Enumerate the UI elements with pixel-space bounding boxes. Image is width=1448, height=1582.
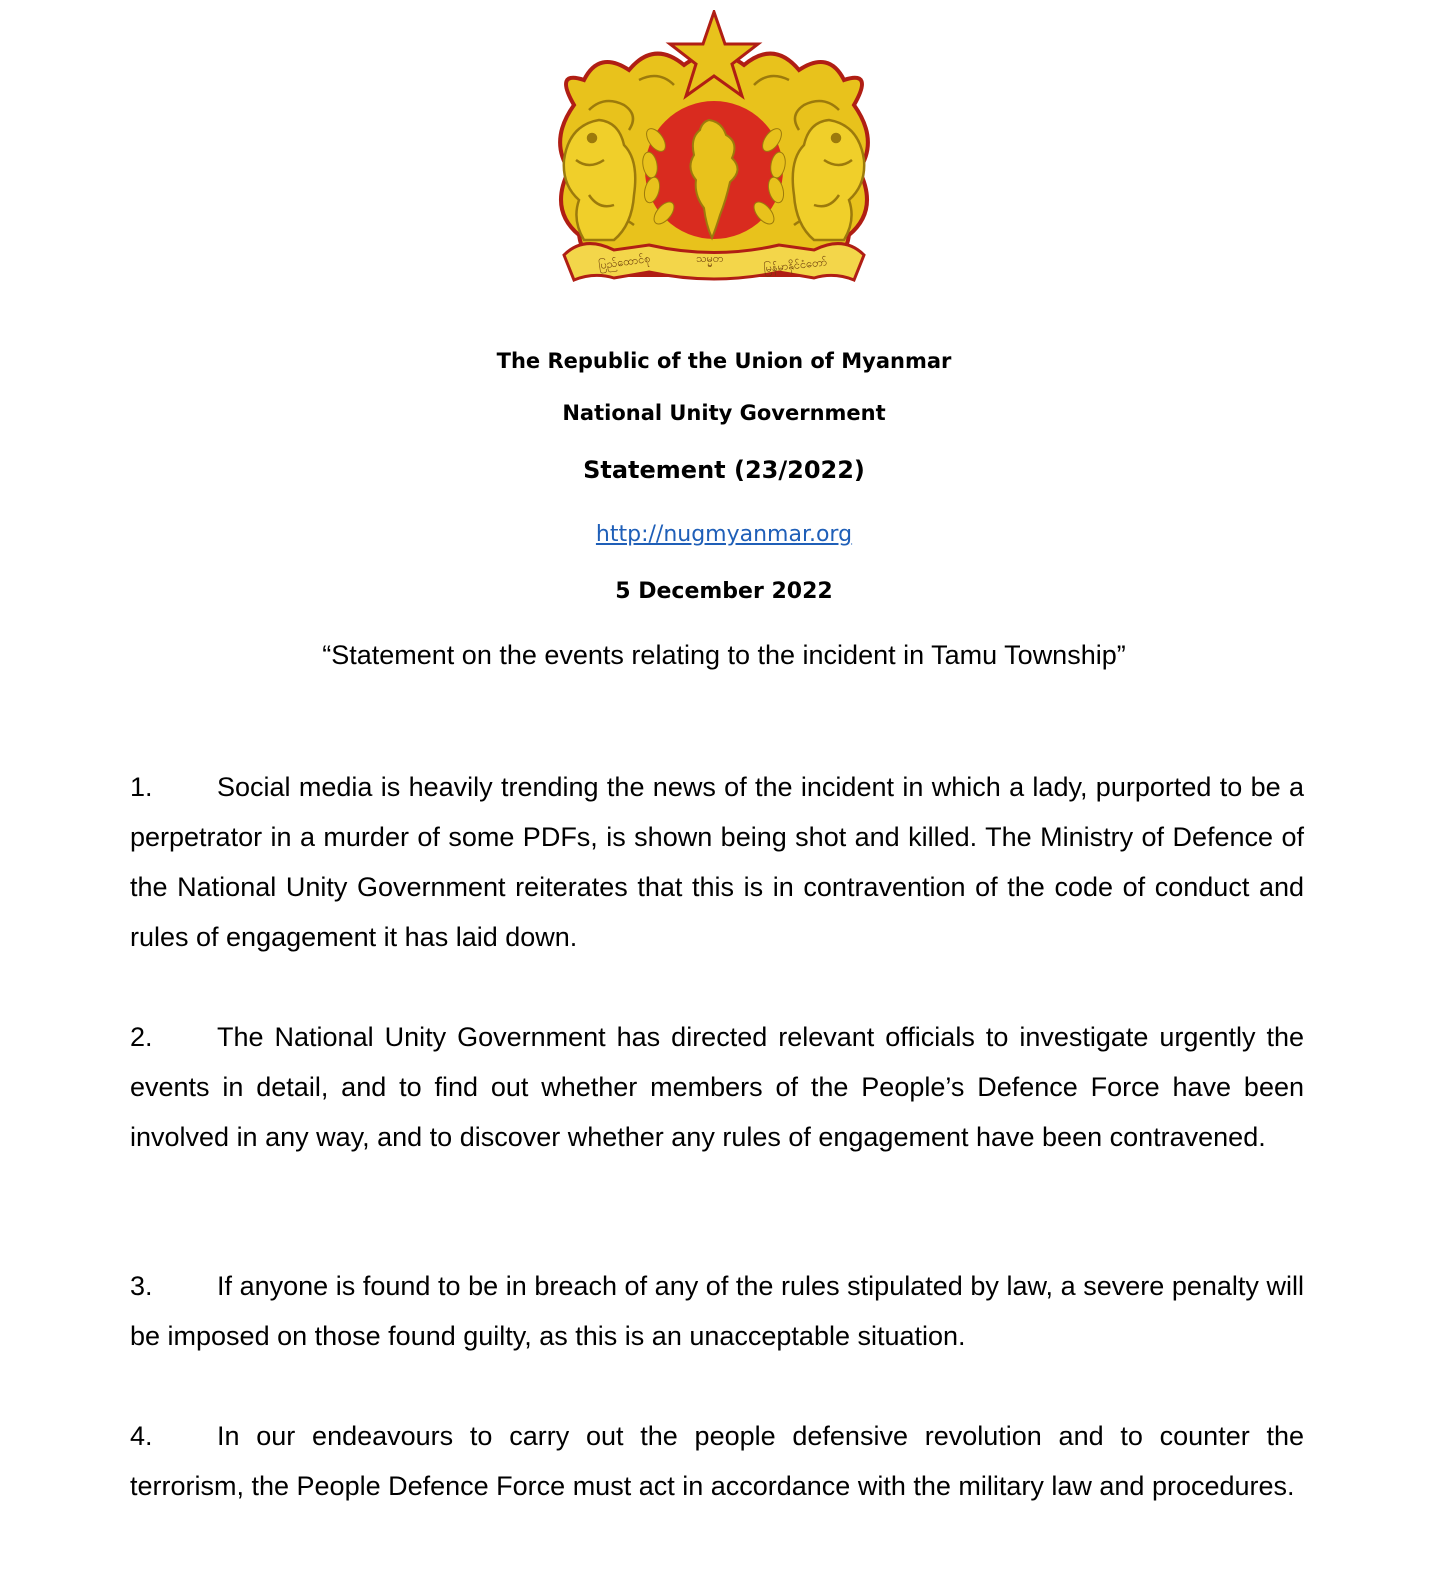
paragraph-number: 1. [130,772,153,802]
paragraph-text: If anyone is found to be in breach of any of the rules stipulated by law, a severe penalty will be imposed on those found guilty, as this is an unacceptable situation. [130,1271,1304,1351]
paragraph-number: 3. [130,1271,153,1301]
paragraph-number: 4. [130,1421,153,1451]
paragraph-4 [130,1411,1304,1511]
ribbon-text-right: မြန်မာနိုင်ငံတော် [762,255,828,275]
paragraph-2 [130,1012,1304,1162]
paragraph-text: Social media is heavily trending the news of the incident in which a lady, purported to be a perpetrator in a murder of some PDFs, is shown being shot and killed. The Ministry of Defence of the National Unity Government reiterates that this is in contravention of the code of conduct and rules of engagement it has laid down. [130,772,1304,952]
paragraph-1 [130,762,1304,962]
paragraph-3 [130,1261,1304,1361]
website-link[interactable]: http://nugmyanmar.org [595,522,853,547]
statement-date: 5 December 2022 [615,579,833,604]
statement-number: Statement (23/2022) [583,456,865,484]
ribbon-text-center: သမ္မတ [696,252,724,265]
statement-subject: “Statement on the events relating to the incident in Tamu Township” [322,640,1126,670]
paragraph-text: The National Unity Government has directed relevant officials to investigate urgently the events in detail, and to find out whether members of the People’s Defence Force have been involved in any way, and to discover whether any rules of engagement have been contravened. [130,1022,1304,1152]
paragraph-number: 2. [130,1022,153,1052]
ribbon-text-left: ပြည်ထောင်စု [597,251,652,272]
paragraph-text: In our endeavours to carry out the people defensive revolution and to counter the terrorism, the People Defence Force must act in accordance with the military law and procedures. [130,1421,1304,1501]
republic-heading: The Republic of the Union of Myanmar [496,349,952,373]
government-heading: National Unity Government [562,401,886,425]
state-seal-emblem [544,10,884,290]
